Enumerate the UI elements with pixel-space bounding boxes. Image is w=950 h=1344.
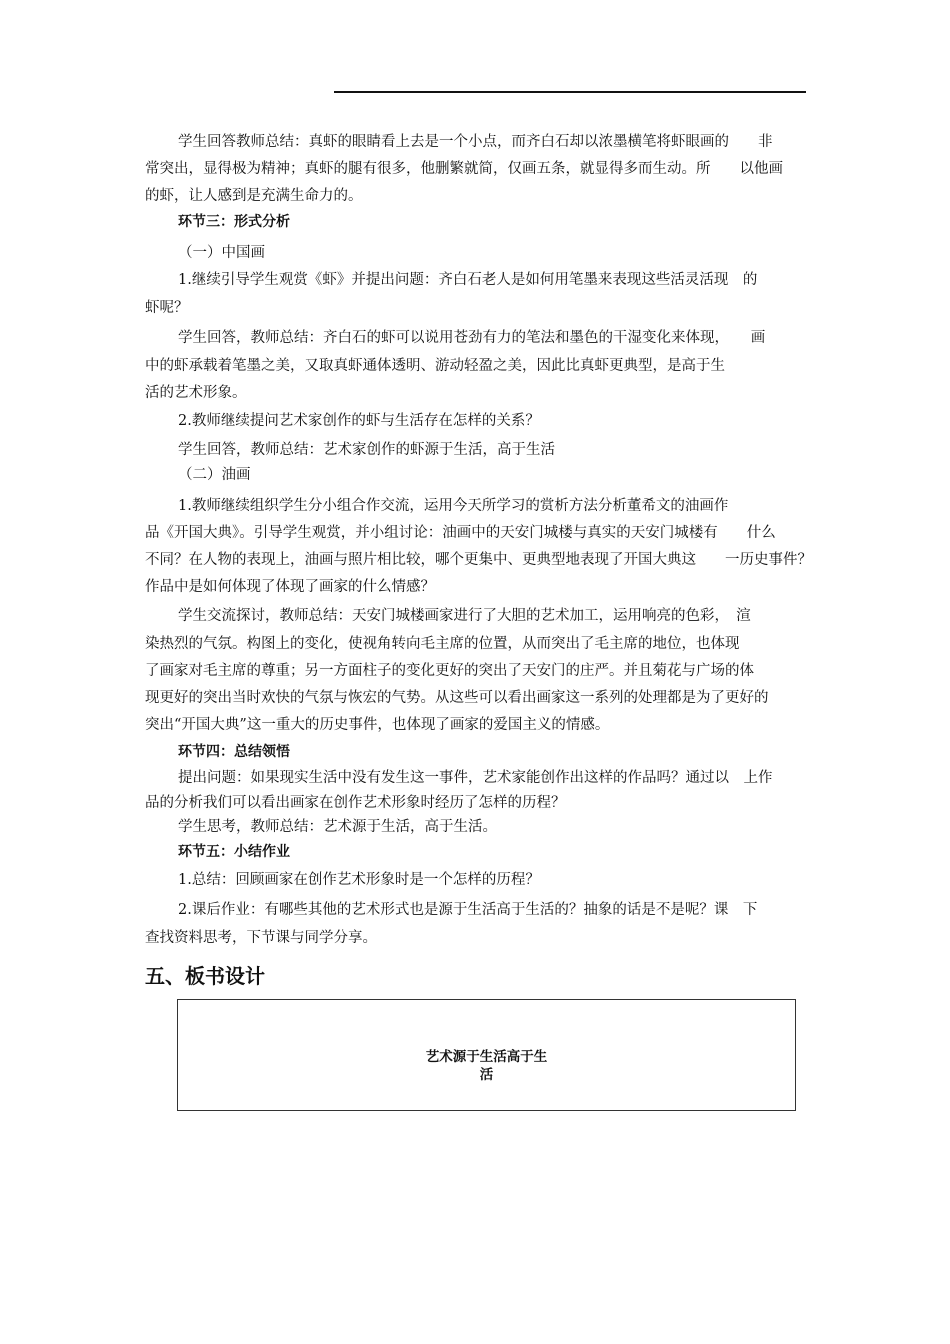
text-line: 学生回答教师总结：真虾的眼睛看上去是一个小点，而齐白石却以浓墨横笔将虾眼画的 非 [178,134,773,150]
board-text [178,1048,795,1084]
text-line: 中的虾承载着笔墨之美，又取真虾通体透明、游动轻盈之美，因此比真虾更典型，是高于生 [145,358,725,374]
text-line: 的虾，让人感到是充满生命力的。 [145,188,363,204]
text-line: 突出“开国大典”这一重大的历史事件，也体现了画家的爱国主义的情感。 [145,717,610,733]
text-line: 2.课后作业：有哪些其他的艺术形式也是源于生活高于生活的？抽象的话是不是呢？课 下 [178,902,758,918]
text-line: 1.总结：回顾画家在创作艺术形象时是一个怎样的历程？ [178,872,540,888]
text-line: 染热烈的气氛。构图上的变化，使视角转向毛主席的位置，从而突出了毛主席的地位，也体现 [145,636,740,652]
text-line: 提出问题：如果现实生活中没有发生这一事件，艺术家能创作出这样的作品吗？通过以 上作 [178,770,773,786]
subsection-label: （二）油画 [178,467,251,483]
stage-heading: 环节三：形式分析 [178,214,290,230]
text-line: 查找资料思考，下节课与同学分享。 [145,930,377,946]
text-line: 1.继续引导学生观赏《虾》并提出问题：齐白石老人是如何用笔墨来表现这些活灵活现 的 [178,272,758,288]
board-text-line: 艺术源于生活高于生 [425,1049,548,1065]
text-line: 现更好的突出当时欢快的气氛与恢宏的气势。从这些可以看出画家这一系列的处理都是为了更好的 [145,690,769,706]
text-line: 活的艺术形象。 [145,385,247,401]
text-line: 虾呢？ [145,300,189,316]
text-line: 品《开国大典》。引导学生观赏，并小组讨论：油画中的天安门城楼与真实的天安门城楼有 什么 [145,525,776,541]
section-heading: 五、板书设计 [145,964,265,988]
text-line: 作品中是如何体现了体现了画家的什么情感？ [145,579,435,595]
text-line: 2.教师继续提问艺术家创作的虾与生活存在怎样的关系？ [178,413,540,429]
text-line: 了画家对毛主席的尊重；另一方面柱子的变化更好的突出了天安门的庄严。并且菊花与广场的体 [145,663,754,679]
stage-heading: 环节五：小结作业 [178,844,290,860]
text-line: 常突出，显得极为精神；真虾的腿有很多，他删繁就简，仅画五条，就显得多而生动。所 以他画 [145,161,783,177]
board-text-line: 活 [479,1067,494,1083]
text-line: 不同？在人物的表现上，油画与照片相比较，哪个更集中、更典型地表现了开国大典这 一历史事件？ [145,552,812,568]
subsection-label: （一）中国画 [178,245,265,261]
text-line: 学生回答，教师总结：齐白石的虾可以说用苍劲有力的笔法和墨色的干湿变化来体现， 画 [178,330,766,346]
text-line: 1.教师继续组织学生分小组合作交流，运用今天所学习的赏析方法分析董希文的油画作 [178,498,729,514]
board-design-box [177,999,796,1111]
text-line: 学生交流探讨，教师总结：天安门城楼画家进行了大胆的艺术加工，运用响亮的色彩， 渲 [178,608,751,624]
text-line: 学生思考，教师总结：艺术源于生活，高于生活。 [178,819,497,835]
text-line: 学生回答，教师总结：艺术家创作的虾源于生活，高于生活 [178,442,555,458]
stage-heading: 环节四：总结领悟 [178,744,290,760]
text-line: 品的分析我们可以看出画家在创作艺术形象时经历了怎样的历程？ [145,795,566,811]
header-rule [334,91,806,93]
